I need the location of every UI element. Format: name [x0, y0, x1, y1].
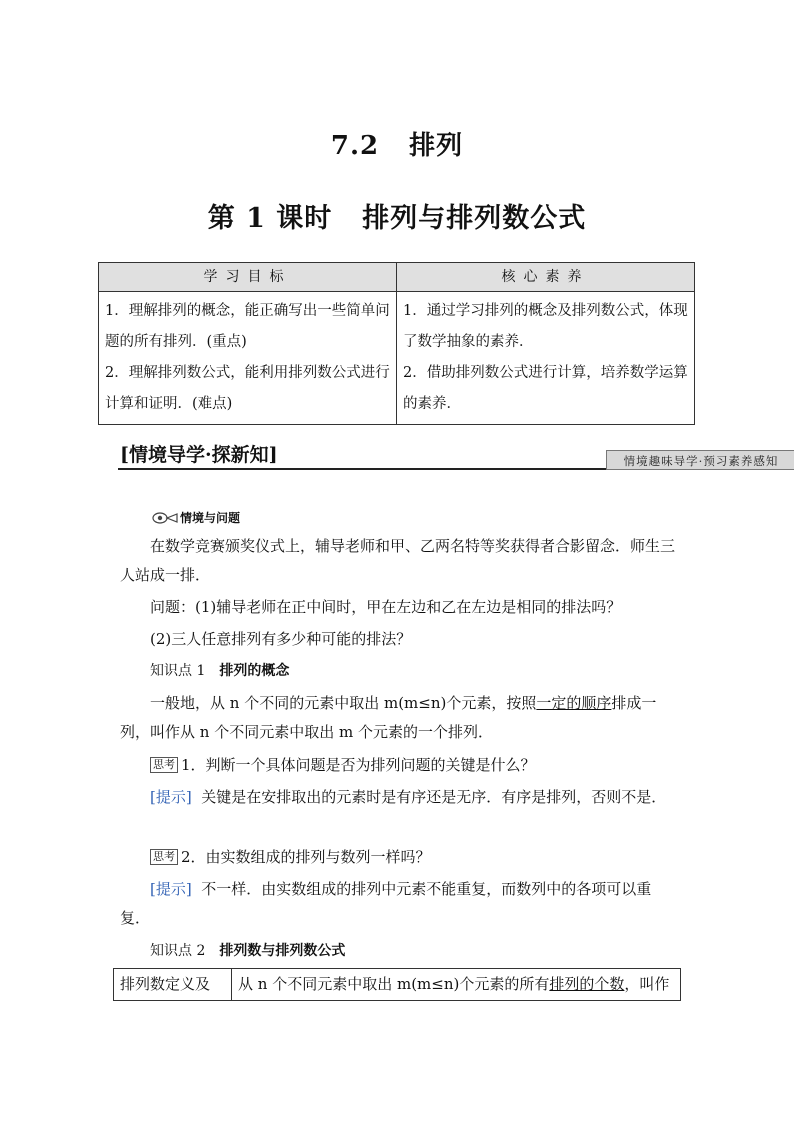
literacy-cell: [397, 292, 695, 425]
definition-label: 排列数定义及: [114, 969, 232, 1001]
scenario-icon: [152, 511, 178, 525]
lesson-name: 排列与排列数公式: [362, 203, 587, 234]
kp1-def-part: 排成一列，叫作从 n 个不同元素中取出 m 个元素的一个排列．: [120, 694, 657, 741]
definition-underline: 排列的个数: [549, 975, 625, 993]
literacy-item: 1．通过学习排列的概念及排列数公式，体现了数学抽象的素养．: [403, 303, 688, 350]
hint-2-text: 不一样．由实数组成的排列中元素不能重复，而数列中的各项可以重复．: [120, 880, 652, 927]
knowledge-point-2: [120, 937, 680, 966]
think-1-question: 1．判断一个具体问题是否为排列问题的关键是什么？: [181, 756, 536, 774]
literacy-header: 核心素养: [397, 263, 695, 292]
goals-cell: [99, 292, 397, 425]
section-name: 排列: [409, 131, 464, 161]
goals-table: [98, 262, 695, 425]
hint-2: [120, 875, 680, 933]
literacy-item: 2．借助排列数公式进行计算，培养数学运算的素养．: [403, 365, 688, 412]
kp1-label: 知识点 1: [150, 663, 206, 679]
definition-part: ，叫作: [624, 975, 670, 993]
kp1-def-underline: 一定的顺序: [536, 694, 612, 712]
think-2-tag: 思考: [150, 849, 178, 865]
scenario-question-1: 问题：(1)辅导老师在正中间时，甲在左边和乙在左边是相同的排法吗？: [150, 598, 622, 616]
hint-1-text: 关键是在安排取出的元素时是有序还是无序．有序是排列，否则不是．: [201, 788, 667, 806]
goals-header: 学习目标: [99, 263, 397, 292]
hint-1-label: [提示]: [150, 788, 192, 806]
definition-table: [113, 968, 681, 1001]
kp1-def-part: 一般地，从 n 个不同的元素中取出 m(m≤n)个元素，按照: [150, 694, 537, 712]
goal-item: 2．理解排列数公式，能利用排列数公式进行计算和证明．(难点): [105, 365, 390, 412]
kp1-title: 排列的概念: [219, 663, 290, 679]
hint-1: [120, 783, 680, 812]
lesson-title: [0, 196, 794, 235]
section-tag: 情境趣味导学·预习素养感知: [606, 450, 794, 470]
goal-item: 1．理解排列的概念，能正确写出一些简单问题的所有排列．(重点): [105, 303, 390, 350]
scenario-text: 在数学竞赛颁奖仪式上，辅导老师和甲、乙两名特等奖获得者合影留念．师生三人站成一排．: [120, 537, 676, 584]
scenario-question-2: (2)三人任意排列有多少种可能的排法？: [150, 630, 412, 648]
scenario-label-text: 情境与问题: [180, 511, 241, 525]
think-1-tag: 思考: [150, 757, 178, 773]
kp2-label: 知识点 2: [150, 943, 206, 959]
kp2-title: 排列数与排列数公式: [219, 943, 346, 959]
think-2-question: 2．由实数组成的排列与数列一样吗？: [181, 848, 431, 866]
knowledge-point-1: [120, 657, 680, 686]
think-1: [120, 751, 680, 780]
hint-2-label: [提示]: [150, 880, 192, 898]
scenario-label: [152, 509, 240, 526]
definition-text: [232, 969, 681, 1001]
section-number: 7.2: [330, 131, 380, 161]
think-2: [120, 843, 680, 872]
kp1-definition: [120, 689, 680, 747]
section-heading: [情境导学·探新知]: [120, 444, 278, 466]
section-title: [0, 125, 794, 162]
lesson-number: 第 1 课时: [207, 203, 333, 234]
definition-part: 从 n 个不同元素中取出 m(m≤n)个元素的所有: [238, 975, 550, 993]
